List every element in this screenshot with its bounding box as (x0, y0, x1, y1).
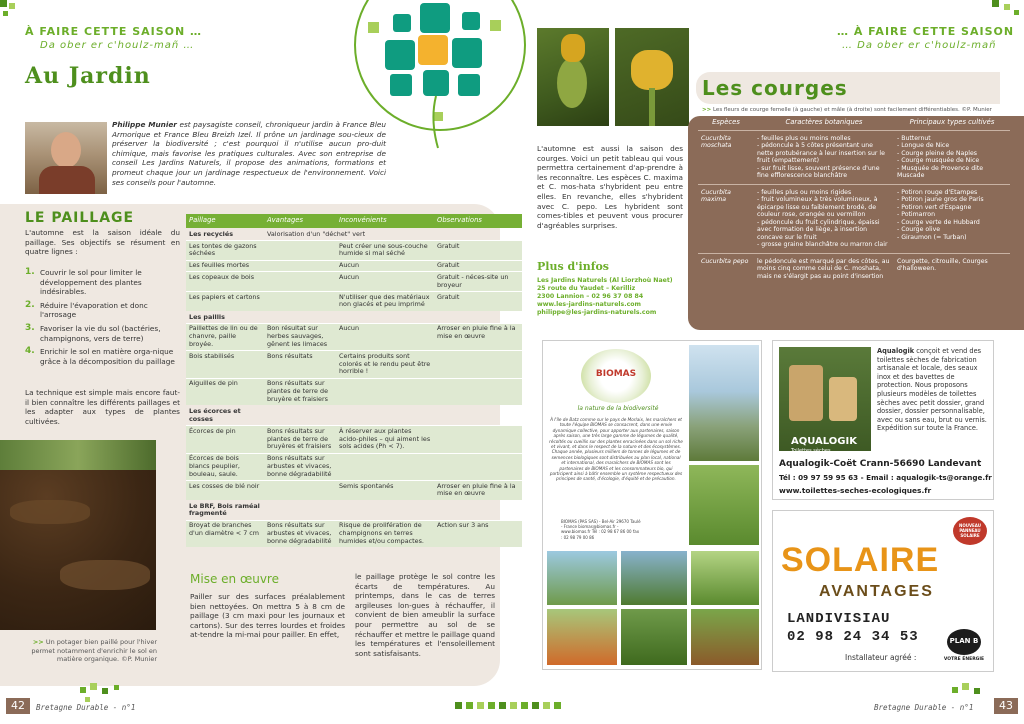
table-row (186, 378, 522, 405)
table-row (186, 240, 522, 260)
plus-infos (537, 260, 687, 317)
goal-item: 3. Favoriser la vie du sol (bactéries, champignons, vers de terre) (25, 322, 161, 343)
table-cell: Certains produits sont colorés et le rendu peut être horrible ! (336, 350, 434, 377)
table-cell: Bons résultats sur plantes de terre de bruyère et fraisiers (264, 378, 336, 405)
goal-item: 4. Enrichir le sol en matière orga-nique grâce à la décomposition du paillage (25, 346, 175, 366)
aqualogik-text: Aqualogik conçoit et vend des toilettes sèches de fabrication artisanale et locale, des seaux inox et des bavettes de protection. Nous proposons plusieurs modèles de toilettes sèches avec petit dossier, grand dossier, dossier personnalisable, avec ou sans eau, brut ou vernis. Expédition sur toute la France. (877, 347, 987, 433)
page-number-left: 42 (6, 698, 30, 714)
table-cell: Aucun (336, 260, 434, 272)
table-cell: Bons résultats sur arbustes et vivaces, bonne dégradabilité (264, 453, 336, 480)
table-row (186, 291, 522, 311)
table-cell-types: Courgette, citrouille, Courges d'halloween. (894, 253, 1010, 284)
table-section-title: Les paillis (189, 312, 225, 321)
decor-squares-top-right (982, 0, 1024, 22)
aqualogik-phone: Tél : 09 97 59 95 63 - Email : aqualogik-ts@orange.fr (779, 473, 992, 482)
table-cell: Aucun (336, 323, 434, 350)
page-number-right: 43 (994, 698, 1018, 714)
biomas-contact: BIOMAS (PAS SAS) - Bel-Air 29670 Taulé - France biomas@biomas.fr - www.biomas.fr Tél : 02 98 67 86 00 fax : 02 98 79 00 86 (561, 519, 641, 540)
table-row (186, 350, 522, 377)
table-cell: Les tontes de gazons séchées (186, 240, 264, 260)
table-cell: Semis spontanés (336, 480, 434, 500)
table-cell: N'utiliser que des matériaux non glacés et peu imprimé (336, 291, 434, 311)
table-row (186, 480, 522, 500)
column-header: Caractères botaniques (785, 118, 863, 126)
table-cell: Action sur 3 ans (434, 520, 522, 547)
author-portrait (25, 122, 107, 194)
page-title: Au Jardin (25, 63, 151, 89)
biomas-photo-field (689, 465, 759, 545)
mise-heading: Mise en œuvre (190, 572, 279, 586)
biomas-photo-grid (547, 551, 759, 667)
goal-item: 2. Réduire l'évaporation et donc l'arrosage (25, 299, 148, 320)
plus-infos-link[interactable]: www.les-jardins-naturels.com (537, 301, 641, 308)
solaire-ad[interactable] (772, 510, 994, 672)
table-cell: Écorces de bois blancs peuplier, bouleau, saule. (186, 453, 264, 480)
table-row (698, 184, 1010, 253)
table-section-title: Les écorces et cosses (189, 407, 241, 423)
table-cell: Bons résultats sur plantes de terre de bruyères et fraisiers (264, 425, 336, 452)
table-cell: Les copeaux de bois (186, 271, 264, 291)
solaire-city: LANDIVISIAU (787, 611, 891, 627)
table-row (186, 453, 522, 480)
table-cell (434, 350, 522, 377)
aqualogik-logo: AQUALOGIK Toilettes sèches (791, 436, 857, 454)
table-cell: Peut créer une sous-couche humide si mal séché (336, 240, 434, 260)
table-cell (434, 378, 522, 405)
table-row (698, 253, 1010, 284)
author-name: Philippe Munier (112, 120, 177, 129)
table-cell (336, 378, 434, 405)
mise-col-1: Pailler sur des surfaces préalablement bien nettoyées. On mettra 5 à 8 cm de paillage (3 cm maxi pour les journaux et cartons). Sur des terres lourdes et froides at-tendre la mi-mai pour pailler. En effet, (190, 592, 345, 640)
aqualogik-address: Aqualogik-Coët Crann-56690 Landevant (779, 459, 982, 469)
table-cell: Arroser en pluie fine à la mise en œuvre (434, 480, 522, 500)
male-flower-photo (615, 28, 689, 126)
table-row (186, 520, 522, 547)
table-section-note (264, 405, 522, 425)
table-section-row (186, 311, 522, 323)
table-cell (264, 480, 336, 500)
biomas-logo: BIOMAS (581, 349, 651, 403)
section-kicker-right: … À FAIRE CETTE SAISON (837, 25, 1015, 38)
photo-caption: >> Un potager bien paillé pour l'hiver permet notamment d'enrichir le sol en matière organique. ©P. Munier (31, 638, 157, 663)
table-cell-types: - Potiron rouge d'Etampes - Potiron jaune gros de Paris - Potiron vert d'Espagne - Potimarron - Courge verte de Hubbard - Courge olive - Giraumon (= Turban) (894, 184, 1010, 253)
table-cell: Bons résultats sur arbustes et vivaces, bonne dégradabilité (264, 520, 336, 547)
table-cell: Bons résultats (264, 350, 336, 377)
plus-infos-heading: Plus d'infos (537, 260, 609, 273)
column-header: Principaux types cultivés (909, 118, 995, 126)
table-cell: Les feuilles mortes (186, 260, 264, 272)
table-cell-traits: le pédoncule est marqué par des côtes, au moins cinq comme celui de C. moshata, mais ne s'élargit pas au point d'insertion (754, 253, 894, 284)
table-section-title: Le BRF, Bois raméal fragmenté (189, 501, 260, 518)
table-section-title: Les recyclés (189, 229, 233, 238)
table-cell: Arroser en pluie fine à la mise en œuvre (434, 323, 522, 350)
paillage-goals (25, 268, 180, 370)
section-kicker-breton: Da ober er c'houlz-mañ … (40, 40, 195, 51)
table-cell: Paillettes de lin ou de chanvre, paille broyée. (186, 323, 264, 350)
section-kicker-breton-right: … Da ober er c'houlz-mañ (842, 40, 997, 51)
column-header: Inconvénients (336, 214, 434, 228)
table-row (186, 323, 522, 350)
flowers-caption: >> Les fleurs de courge femelle (à gauche) et mâle (à droite) sont facilement différentiables. ©P. Munier (702, 107, 992, 113)
paillage-table (186, 214, 522, 547)
column-header: Observations (434, 214, 522, 228)
column-header: Espèces (712, 118, 740, 126)
table-cell (336, 453, 434, 480)
courges-text: L'automne est aussi la saison des courges. Voici un petit tableau qui vous permettra certainement d'ap-prendre à les reconnaître. Les espèces C. maxima et C. mos-hata s'hybrident peu entre elles. En revanche, elles s'hybrident avec C. pepo. Les hybrident sont comes-tibles et peuvent vous procurer d'agréables surprises. (537, 144, 683, 230)
biomas-ad[interactable] (542, 340, 762, 670)
mulch-photo (0, 440, 156, 630)
table-cell: Gratuit (434, 260, 522, 272)
footer-right: Bretagne Durable - n°1 (874, 703, 974, 712)
table-cell: Écorces de pin (186, 425, 264, 452)
paillage-intro: L'automne est la saison idéale du paillage. Ses objectifs se résument en quatre lignes : (25, 228, 180, 257)
table-cell (264, 240, 336, 260)
plus-infos-line: Les Jardins Naturels (Al Liorzhoù Naet) (537, 277, 673, 284)
table-cell: Aiguilles de pin (186, 378, 264, 405)
footer-left: Bretagne Durable - n°1 (36, 703, 136, 712)
table-cell: Les cosses de blé noir (186, 480, 264, 500)
table-section-row (186, 228, 522, 240)
courges-heading: Les courges (702, 76, 848, 100)
aqualogik-ad[interactable] (772, 340, 994, 500)
table-cell: Bon résultat sur herbes sauvages, gênent les limaces (264, 323, 336, 350)
table-section-note (264, 311, 522, 323)
table-cell-types: - Butternut - Longue de Nice - Courge pleine de Naples - Courge musquée de Nice - Musquée de Provence dite Muscade (894, 130, 1010, 184)
decor-squares-top-left (0, 0, 30, 22)
table-row (186, 271, 522, 291)
table-cell: Les papiers et cartons (186, 291, 264, 311)
table-cell-species: Cucurbita maxima (698, 184, 754, 253)
solaire-installer: Installateur agréé : (845, 653, 917, 662)
table-cell-species: Cucurbita moschata (698, 130, 754, 184)
table-cell: Aucun (336, 271, 434, 291)
plan-b-badge: PLAN B VOTRE ÉNERGIE (941, 629, 987, 667)
table-cell: Gratuit - néces-site un broyeur (434, 271, 522, 291)
solaire-brand: SOLAIRE (781, 541, 940, 579)
aqualogik-website[interactable]: www.toilettes-seches-ecologiques.fr (779, 486, 932, 495)
plus-infos-line: 25 route du Yaudet – Kerilliz (537, 285, 636, 292)
biomas-text: À l'île de Batz comme sur le pays de Morlaix, les maraîchers et toute l'équipe BIOMAS se consacrent, dans une envie dynamique collective, pour apporter aux partenaires, saison après saison, une très large gamme de légumes de qualité, récoltés ou cueillis sur des plantes enracinées dans un sol riche et vivant, et dans le respect de la nature et des écosystèmes. Chaque année, plusieurs milliers de tonnes de légumes et de semences biologiques sont distribuées au plan local, national et international, des maraîchers de BIOMAS sont les partenaires de BIOMAS et les consommateurs bio, qui participent ainsi à bâtir ensemble un système respectueux des principes de santé, d'écologie, d'équité et de précaution. (549, 417, 683, 482)
paillage-table-wrap (186, 214, 522, 556)
column-header: Paillage (186, 214, 264, 228)
table-section-note (264, 500, 522, 520)
plus-infos-line: 2300 Lannion – 02 96 37 08 84 (537, 293, 644, 300)
decor-squares-footer-center (455, 700, 565, 712)
table-cell (434, 425, 522, 452)
goal-item: 1. Couvrir le sol pour limiter le développement des plantes indésirables. (25, 267, 142, 297)
table-cell: Risque de prolifération de champignons en terres humides et/ou compactes. (336, 520, 434, 547)
plus-infos-email[interactable]: philippe@les-jardins-naturels.com (537, 309, 657, 316)
table-row (186, 260, 522, 272)
table-row (698, 130, 1010, 184)
table-cell: Gratuit (434, 291, 522, 311)
table-cell: Bois stabilisés (186, 350, 264, 377)
column-header: Avantages (264, 214, 336, 228)
courges-table (698, 116, 1010, 284)
table-cell-traits: - feuilles plus ou moins rigides - fruit volumineux à très volumineux, à épicarpe lisse ou faiblement brodé, de couleur rose, orangée ou vermillon - pédoncule du fruit cylindrique, épaissi avec formation de liège, à insertion concave sur le fruit - grosse graine blanchâtre ou marron clair (754, 184, 894, 253)
table-row (186, 425, 522, 452)
courges-table-panel (688, 116, 1024, 330)
table-cell-traits: - feuilles plus ou moins molles - pédoncule à 5 côtes présentant une nette protubérance à leur insertion sur le fruit (empattement) - sur fruit lisse, souvent présence d'une fine efflorescence blanchâtre (754, 130, 894, 184)
mise-col-2: le paillage protège le sol contre les écarts de températures. Au printemps, dans le cas de terres argileuses lon-gues à réchauffer, il convient de bien ameublir la surface pour permettre au sol de se réchauffer et mettre le paillage quand les températures et l'ensoleillement sont satisfaisants. (355, 572, 495, 658)
solaire-brand-2: AVANTAGES (819, 583, 934, 600)
solaire-phone: 02 98 24 34 53 (787, 629, 919, 645)
solaire-sticker: NOUVEAU PANNEAU SOLAIRE (953, 517, 987, 545)
paillage-heading: LE PAILLAGE (25, 210, 135, 226)
table-cell-species: Cucurbita pepo (698, 253, 754, 284)
table-cell (264, 271, 336, 291)
table-cell: Broyat de branches d'un diamètre < 7 cm (186, 520, 264, 547)
right-page (512, 0, 1024, 724)
paillage-outro: La technique est simple mais encore faut-il bien connaître les différents paillages et les adapter aux types de plantes cultivées. (25, 388, 180, 426)
biomas-slogan: la nature de la biodiversité (577, 405, 659, 412)
female-flower-photo (537, 28, 609, 126)
table-section-row (186, 405, 522, 425)
author-bio: est paysagiste conseil, chroniqueur jardin à France Bleu Armorique et France Bleu Breizh Izel. Il prône un jardinage sou-cieux de préserver la biodiversité ; c'est pourquoi il n'utilise aucun pro-duit chimique, mais favorise les pratiques culturales. Avec son entreprise de conseil Les Jardins Naturels, il propose des animations, formations et promeut chaque jour un jardinage respectueux de l'environnement. Voici ses conseils pour l'automne. (112, 120, 386, 187)
section-kicker: À FAIRE CETTE SAISON … (25, 25, 203, 38)
table-section-row (186, 500, 522, 520)
table-section-note: Valorisation d'un "déchet" vert (267, 229, 366, 238)
table-cell (264, 291, 336, 311)
biomas-photo-harbor (689, 345, 759, 461)
table-cell (264, 260, 336, 272)
table-cell (434, 453, 522, 480)
table-cell: À réserver aux plantes acido-philes – qui aiment les sols acides (Ph < 7). (336, 425, 434, 452)
table-cell: Gratuit (434, 240, 522, 260)
decor-squares-footer-left (80, 683, 170, 708)
